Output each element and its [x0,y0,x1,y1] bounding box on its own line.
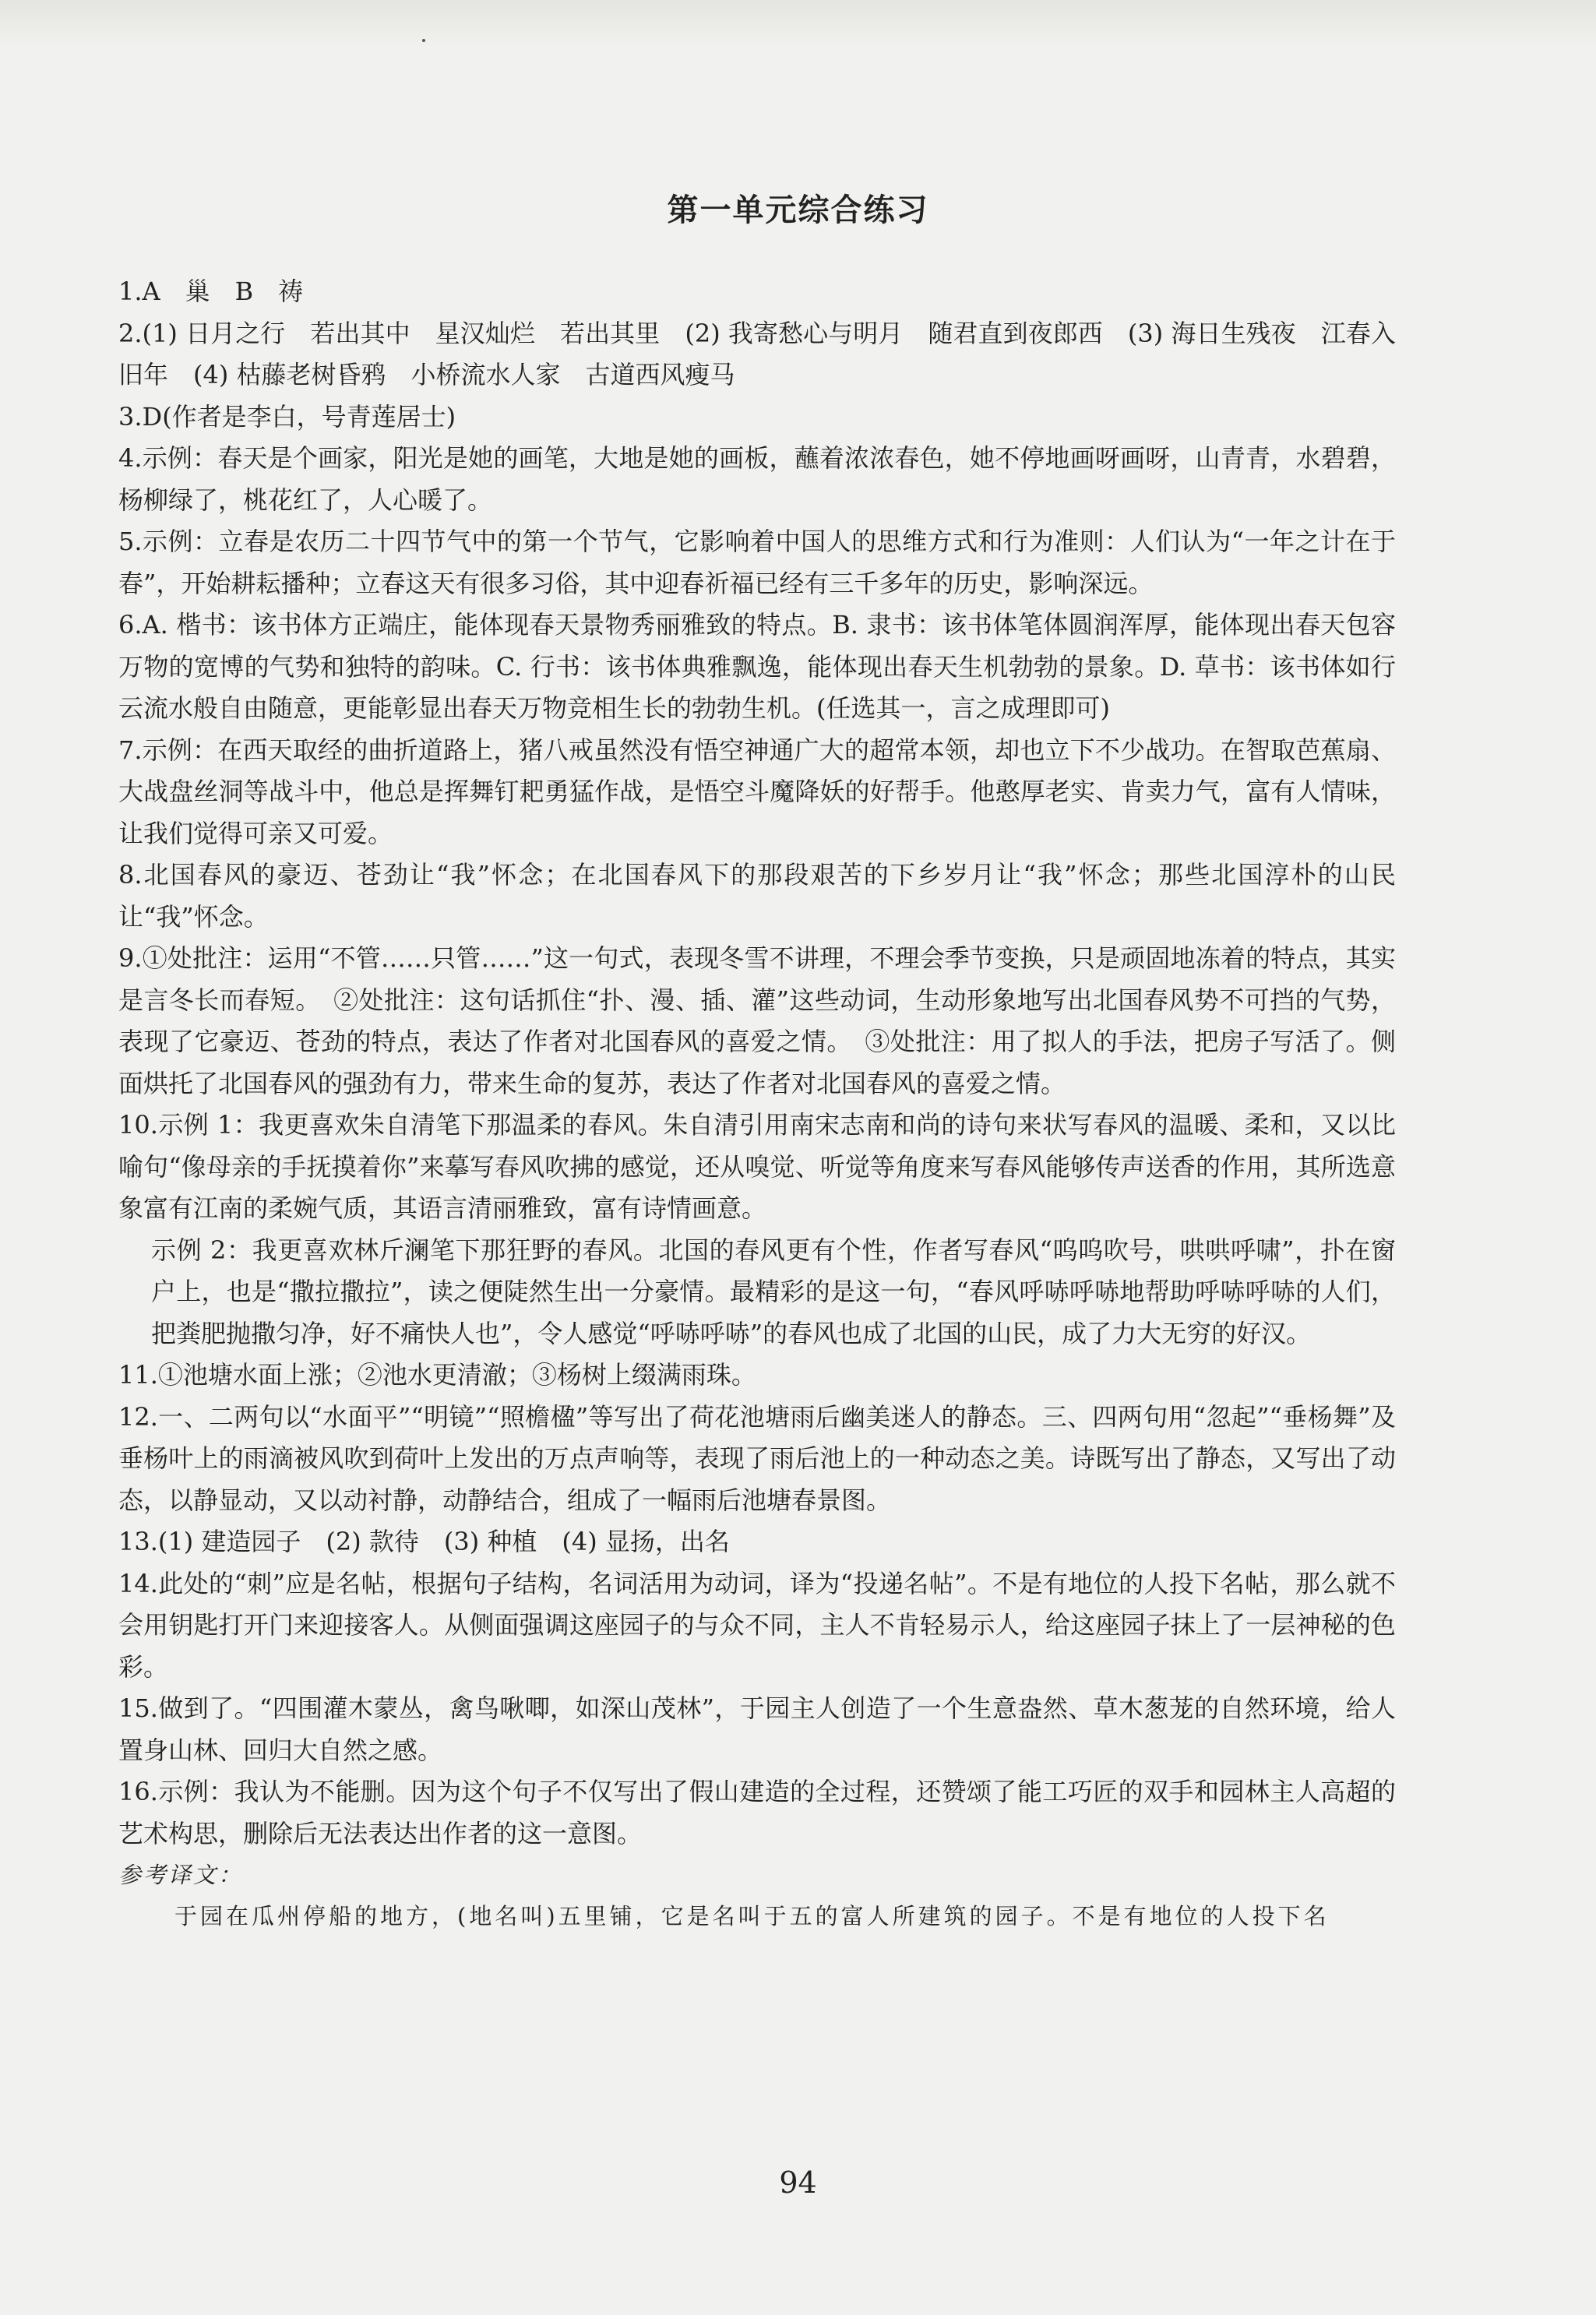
item-number: 4. [118,443,143,473]
reference-translation-text: 于园在瓜州停船的地方，(地名叫)五里铺，它是名叫于五的富人所建筑的园子。不是有地位的人投下名 [174,1903,1330,1929]
answer-item-15 [118,1688,1396,1771]
item-text: ①池塘水面上涨；②池水更清澈；③杨树上缀满雨珠。 [157,1360,756,1390]
item-text: 做到了。“四围灌木蒙丛，禽鸟啾唧，如深山茂林”，于园主人创造了一个生意盎然、草木葱茏的自然环境，给人置身山林、回归大自然之感。 [118,1693,1396,1765]
reference-translation-label: 参考译文： [118,1862,244,1888]
item-text: 一、二两句以“水面平”“明镜”“照檐楹”等写出了荷花池塘雨后幽美迷人的静态。三、四两句用“忽起”“垂杨舞”及垂杨叶上的雨滴被风吹到荷叶上发出的万点声响等，表现了雨后池上的一种动态之美。诗既写出了静态，又写出了动态，以静显动，又以动衬静，动静结合，组成了一幅雨后池塘春景图。 [118,1401,1396,1515]
item-number: 13. [118,1527,158,1556]
item-number: 6. [118,610,143,640]
answer-item-3 [118,396,1396,439]
scan-top-shadow [0,0,1596,47]
answer-item-1 [118,271,1396,313]
item-text: (1) 日月之行 若出其中 星汉灿烂 若出其里 (2) 我寄愁心与明月 随君直到夜郎西 (3) 海日生残夜 江春入旧年 (4) 枯藤老树昏鸦 小桥流水人家 古道西风瘦马 [118,318,1396,389]
item-number: 11. [118,1360,158,1390]
item-text: D(作者是李白，号青莲居士) [142,401,456,432]
answer-item-5 [118,521,1396,604]
answer-item-10 [118,1105,1396,1355]
item-text: 此处的“刺”应是名帖，根据句子结构，名词活用为动词，译为“投递名帖”。不是有地位的人投下名帖，那么就不会用钥匙打开门来迎接客人。从侧面强调这座园子的与众不同，主人不肯轻易示人，给这座园子抹上了一层神秘的色彩。 [118,1568,1396,1682]
item-number: 8. [118,860,143,890]
answer-item-13 [118,1521,1396,1563]
item-number: 9. [118,943,143,973]
item-text: A. 楷书：该书体方正端庄，能体现春天景物秀丽雅致的特点。B. 隶书：该书体笔体圆润浑厚，能体现出春天包容万物的宽博的气势和独特的韵味。C. 行书：该书体典雅飘逸，能体现出春天生机勃勃的景象。D. 草书：该书体如行云流水般自由随意，更能彰显出春天万物竞相生长的勃勃生机。(任选其一，言之成理即可) [118,610,1396,723]
answer-item-2 [118,313,1396,396]
item-number: 16. [118,1777,158,1806]
answer-item-14 [118,1563,1396,1689]
item-text: 示例：我认为不能删。因为这个句子不仅写出了假山建造的全过程，还赞颂了能工巧匠的双手和园林主人高超的艺术构思，删除后无法表达出作者的这一意图。 [118,1777,1396,1848]
item-text: 示例：在西天取经的曲折道路上，猪八戒虽然没有悟空神通广大的超常本领，却也立下不少战功。在智取芭蕉扇、大战盘丝洞等战斗中，他总是挥舞钉耙勇猛作战，是悟空斗魔降妖的好帮手。他憨厚老实、肯卖力气，富有人情味，让我们觉得可亲又可爱。 [118,735,1396,848]
item-number: 12. [118,1401,158,1432]
answer-item-12 [118,1397,1396,1522]
answer-item-11 [118,1355,1396,1397]
answer-list [118,271,1396,1937]
answer-item-7 [118,730,1396,855]
item-number: 14. [118,1568,158,1598]
item-number: 2. [118,318,143,348]
answer-item-8 [118,854,1396,938]
item-number: 1. [118,277,143,306]
item-extra-example: 示例 2：我更喜欢林斤澜笔下那狂野的春风。北国的春风更有个性，作者写春风“呜呜吹号，哄哄呼啸”，扑在窗户上，也是“撒拉撒拉”，读之便陡然生出一分豪情。最精彩的是这一句，“春风呼哧呼哧地帮助呼哧呼哧的人们，把粪肥抛撒匀净，好不痛快人也”，令人感觉“呼哧呼哧”的春风也成了北国的山民，成了力大无穷的好汉。 [151,1235,1396,1348]
scan-speck [422,39,425,42]
answer-item-4 [118,438,1396,521]
page-number: 94 [779,2165,817,2200]
item-text: 示例 1：我更喜欢朱自清笔下那温柔的春风。朱自清引用南宋志南和尚的诗句来状写春风的温暖、柔和，又以比喻句“像母亲的手抚摸着你”来摹写春风吹拂的感觉，还从嗅觉、听觉等角度来写春风能够传声送香的作用，其所选意象富有江南的柔婉气质，其语言清丽雅致，富有诗情画意。 [118,1110,1396,1223]
item-text: 北国春风的豪迈、苍劲让“我”怀念；在北国春风下的那段艰苦的下乡岁月让“我”怀念；那些北国淳朴的山民让“我”怀念。 [118,860,1396,932]
answer-item-6 [118,604,1396,730]
item-number: 7. [118,735,143,765]
item-number: 3. [118,401,143,432]
item-number: 5. [118,527,143,556]
page-title: 第一单元综合练习 [667,192,929,228]
answer-item-16 [118,1771,1396,1855]
item-number: 10. [118,1110,158,1140]
item-number: 15. [118,1693,158,1723]
item-text: ①处批注：运用“不管……只管……”这一句式，表现冬雪不讲理，不理会季节变换，只是顽固地冻着的特点，其实是言冬长而春短。 ②处批注：这句话抓住“扑、漫、插、灌”这些动词，生动形象地写出北国春风势不可挡的气势，表现了它豪迈、苍劲的特点，表达了作者对北国春风的喜爱之情。 ③处批注：用了拟人的手法，把房子写活了。侧面烘托了北国春风的强劲有力，带来生命的复苏，表达了作者对北国春风的喜爱之情。 [118,943,1396,1098]
answer-item-9 [118,938,1396,1105]
item-text: 示例：春天是个画家，阳光是她的画笔，大地是她的画板，蘸着浓浓春色，她不停地画呀画呀，山青青，水碧碧，杨柳绿了，桃花红了，人心暖了。 [118,443,1396,515]
item-text: A 巢 B 祷 [142,277,304,306]
item-text: (1) 建造园子 (2) 款待 (3) 种植 (4) 显扬，出名 [157,1527,730,1556]
item-text: 示例：立春是农历二十四节气中的第一个节气，它影响着中国人的思维方式和行为准则：人们认为“一年之计在于春”，开始耕耘播种；立春这天有很多习俗，其中迎春祈福已经有三千多年的历史，影响深远。 [118,527,1396,598]
